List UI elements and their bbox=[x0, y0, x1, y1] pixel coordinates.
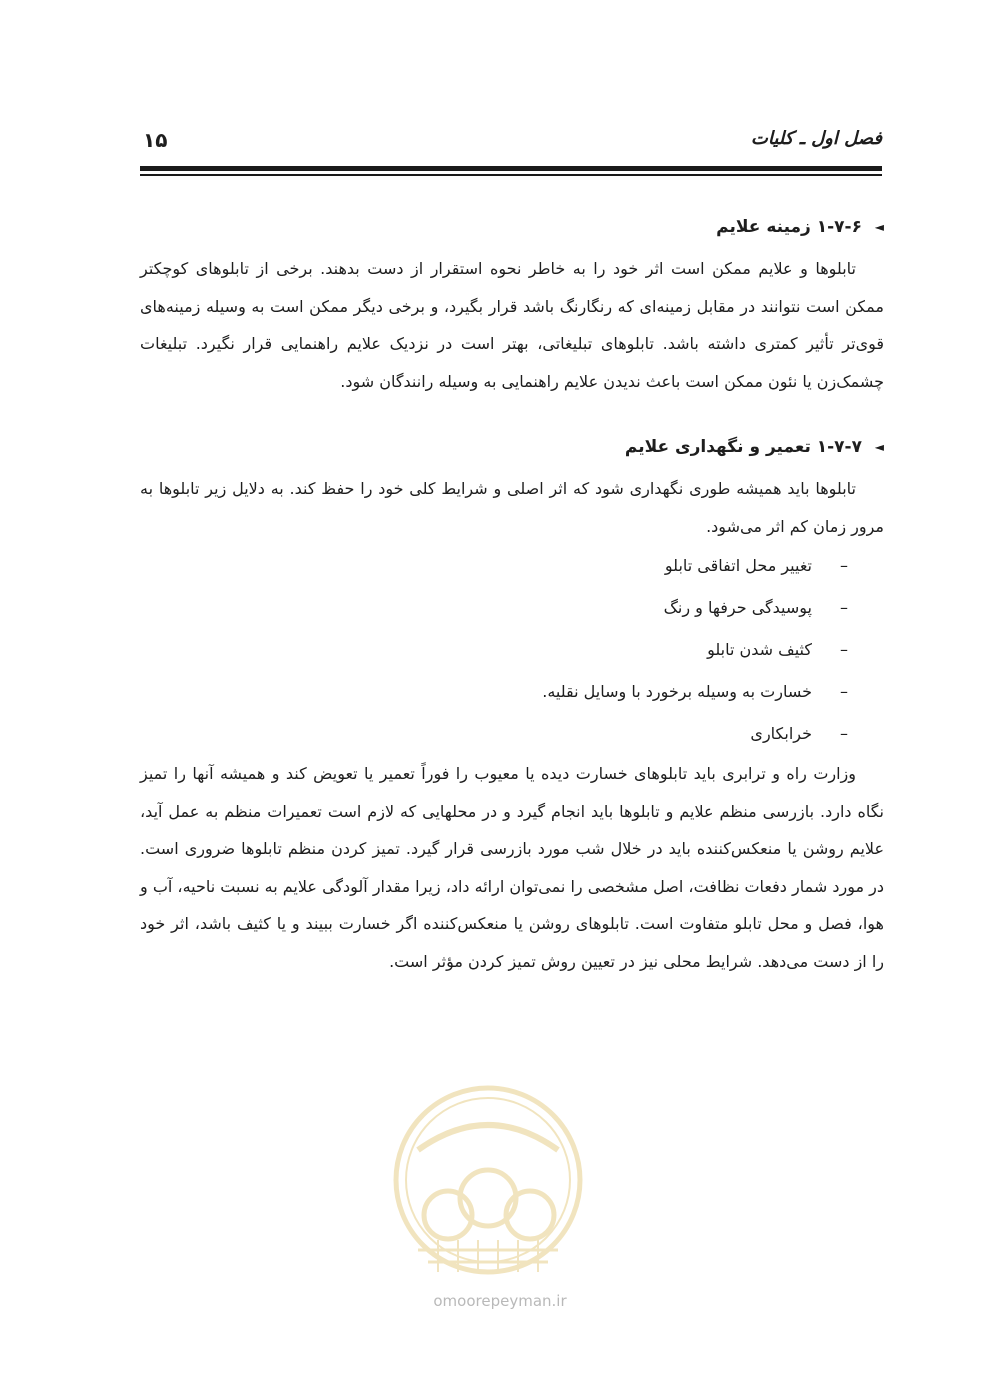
paragraph: تابلوها باید همیشه طوری نگهداری شود که اثر اصلی و شرایط کلی خود را حفظ کند. به دلایل زیر تابلوها به مرور زمان کم اثر می‌شود. bbox=[140, 479, 884, 536]
triangle-bullet-icon: ◄ bbox=[874, 220, 884, 234]
section-heading-text: ۱-۷-۷ تعمیر و نگهداری علایم bbox=[624, 437, 862, 457]
paragraph: وزارت راه و ترابری باید تابلوهای خسارت دیده یا معیوب را فوراً تعمیر یا تعویض کند و همیشه آنها را تمیز نگاه دارد. بازرسی منظم علایم و تابلوها باید انجام گیرد و در محلهایی که لازم است تعمیرات منظم به عمل آید، علایم روشن یا منعکس‌کننده باید در خلال شب مورد بازرسی قرار گیرد. تمیز کردن منظم تابلوها ضروری است. در مورد شمار دفعات نظافت، اصل مشخصی را نمی‌توان ارائه داد، زیرا مقدار آلودگی علایم به نسبت ناحیه، آب و هوا، فصل و محل تابلو متفاوت است. تابلوهای روشن یا منعکس‌کننده اگر خسارت ببیند و یا کثیف باشد، اثر خود را از دست می‌دهد. شرایط محلی نیز در تعیین روش تمیز کردن مؤثر است. bbox=[140, 764, 884, 971]
watermark-site: omoorepeyman.ir bbox=[433, 1292, 567, 1310]
dash-bullet-icon: – bbox=[840, 640, 848, 659]
list-item-text: خسارت به وسیله برخورد با وسایل نقلیه. bbox=[542, 682, 812, 701]
watermark-logo-icon bbox=[378, 1080, 598, 1280]
reasons-list bbox=[140, 545, 884, 755]
list-item-text: خرابکاری bbox=[750, 724, 812, 743]
list-item bbox=[140, 671, 884, 713]
dash-bullet-icon: – bbox=[840, 556, 848, 575]
dash-bullet-icon: – bbox=[840, 598, 848, 617]
dash-bullet-icon: – bbox=[840, 682, 848, 701]
page-header bbox=[143, 128, 882, 158]
triangle-bullet-icon: ◄ bbox=[874, 440, 884, 454]
section-heading bbox=[140, 432, 884, 462]
list-item bbox=[140, 713, 884, 755]
page-content bbox=[140, 212, 884, 980]
section-heading-text: ۱-۷-۶ زمینه علایم bbox=[716, 217, 862, 237]
list-item-text: تغییر محل اتفاقی تابلو bbox=[664, 556, 812, 575]
list-item-text: کثیف شدن تابلو bbox=[707, 640, 812, 659]
section-heading bbox=[140, 212, 884, 242]
list-item bbox=[140, 587, 884, 629]
page-number: ۱۵ bbox=[143, 128, 168, 152]
chapter-title: فصل اول ـ کلیات bbox=[750, 128, 882, 149]
header-rule-thick bbox=[140, 166, 882, 171]
dash-bullet-icon: – bbox=[840, 724, 848, 743]
list-item bbox=[140, 545, 884, 587]
list-item bbox=[140, 629, 884, 671]
header-rule-thin bbox=[140, 174, 882, 176]
list-item-text: پوسیدگی حرفها و رنگ bbox=[663, 598, 812, 617]
paragraph: تابلوها و علایم ممکن است اثر خود را به خاطر نحوه استقرار از دست بدهند. برخی از تابلوهای کوچکتر ممکن است نتوانند در مقابل زمینه‌ای که رنگارنگ باشد قرار بگیرد، و برخی دیگر ممکن است به وسیله زمینه‌های قوی‌تر تأثیر کمتری داشته باشد. تابلوهای تبلیغاتی، بهتر است در نزدیک علایم راهنمایی قرار نگیرد. تبلیغات چشمک‌زن یا نئون ممکن است باعث ندیدن علایم راهنمایی به وسیله رانندگان شود. bbox=[140, 259, 884, 391]
